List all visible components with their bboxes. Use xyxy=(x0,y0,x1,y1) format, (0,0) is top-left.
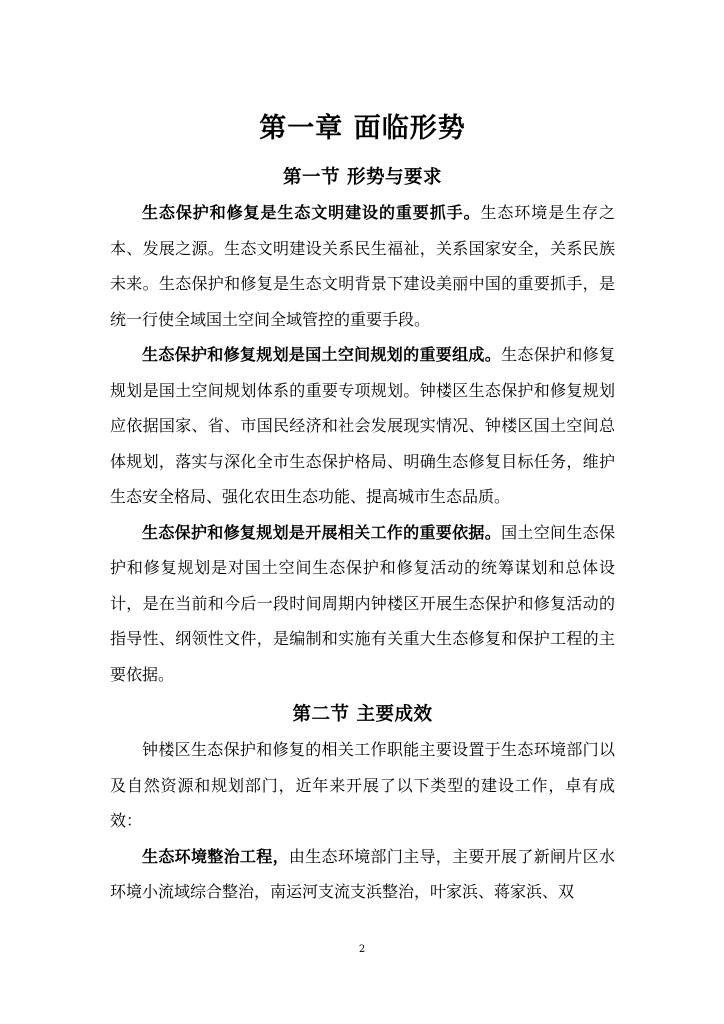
page-content xyxy=(110,96,615,910)
chapter-title: 第一章 面临形势 xyxy=(259,113,466,144)
page-number: 2 xyxy=(358,944,366,955)
paragraph-body: 国土空间生态保护和修复规划是对国土空间生态保护和修复活动的统筹谋划和总体设计，是在当前和今后一段时间周期内钟楼区开展生态保护和修复活动的指导性、纲领性文件，是编制和实施有关重大生态修复和保护工程的主要依据。 xyxy=(110,522,615,684)
section-title-1: 第一节 形势与要求 xyxy=(283,167,442,188)
paragraph xyxy=(110,337,615,515)
paragraph-body: 由生态环境部门主导，主要开展了新闸片区水环境小流域综合整治，南运河支流支浜整治，叶家浜、蒋家浜、双 xyxy=(110,846,615,901)
paragraph-lead: 生态环境整治工程， xyxy=(142,846,289,866)
paragraph-lead: 生态保护和修复是生态文明建设的重要抓手。 xyxy=(142,203,481,222)
paragraph-lead: 生态保护和修复规划是国土空间规划的重要组成。 xyxy=(142,345,502,364)
paragraph xyxy=(110,732,615,839)
paragraph xyxy=(110,515,615,693)
paragraph xyxy=(110,195,615,337)
paragraph-lead: 生态保护和修复规划是开展相关工作的重要依据。 xyxy=(142,522,502,542)
paragraph-body: 生态环境是生存之本、发展之源。生态文明建设关系民生福祉，关系国家安全，关系民族未来。生态保护和修复是生态文明背景下建设美丽中国的重要抓手，是统一行使全域国土空间全域管控的重要手段。 xyxy=(110,203,615,329)
paragraph-body: 钟楼区生态保护和修复的相关工作职能主要设置于生态环境部门以及自然资源和规划部门，近年来开展了以下类型的建设工作，卓有成效： xyxy=(110,740,615,830)
paragraph xyxy=(110,839,615,910)
paragraph-body: 生态保护和修复规划是国土空间规划体系的重要专项规划。钟楼区生态保护和修复规划应依据国家、省、市国民经济和社会发展现实情况、钟楼区国土空间总体规划，落实与深化全市生态保护格局、明确生态修复目标任务，维护生态安全格局、强化农田生态功能、提高城市生态品质。 xyxy=(110,345,615,506)
section-title-2: 第二节 主要成效 xyxy=(292,704,433,725)
